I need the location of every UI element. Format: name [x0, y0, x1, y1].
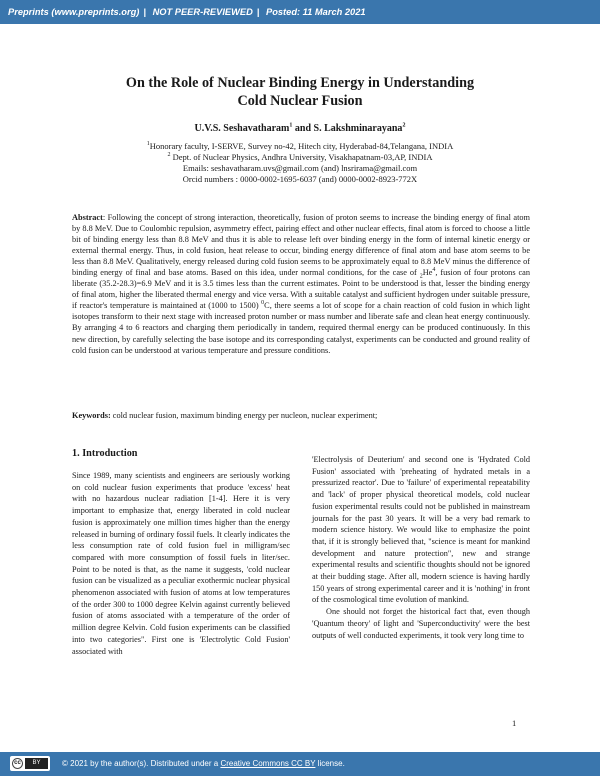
title-line-2: Cold Nuclear Fusion: [237, 93, 363, 109]
intro-paragraph-1: Since 1989, many scientists and engineers are seriously working on cold nuclear fusion experiments that produce 'excess' heat with no hazardous nuclear radiation [1-4]. Here it is very important to emphasize that, energy liberated in cold nuclear fusion is approximately one million times higher than the energy released in burning of ordinary fossil fuels. It clearly indicates the less consumption rate of cold fusion fuel in milligram/sec compared with more consumption of fossil fuels in liter/sec. Point to be noted is that, as the name it suggests, 'cold nuclear fusion can be visualized as a peculiar exothermic nuclear physical phenomenon associated with fusion of atoms at low temperatures of the order 300 to 1000 degree Kelvin against currently believed fusion of atoms associated with a temperature of the order of million degree Kelvin. Cold fusion experiments can be classified into two categories". First one is 'Electrolytic Cold Fusion' associated with: [72, 471, 290, 656]
abstract-text-2: , fusion of four protons can liberate (35.2-28.3)=6.9 MeV and it is 3.5 times less than the current estimates. Point to be understood is that, lesser the binding energy of final atom, higher the liberated thermal energy and vice versa. With a suitable catalyst and sufficient hydrogen under suitable pressure, if reactor's temperature is maintained at (1000 to 1500): [72, 268, 530, 311]
section-heading-introduction: 1. Introduction: [72, 448, 138, 459]
review-status: NOT PEER-REVIEWED: [152, 7, 253, 17]
title-line-1: On the Role of Nuclear Binding Energy in Understanding: [125, 75, 475, 91]
author-line: U.V.S. Seshavatharam$^1$ and S. Lakshminarayana$^2$: [194, 122, 406, 134]
abstract-label: Abstract: [72, 213, 103, 222]
author-2: S. Lakshminarayana: [313, 123, 403, 134]
affiliations: $^1$Honorary faculty, I-SERVE, Survey no-42, Hitech city, Hyderabad-84,Telangana, INDIA $^2$ Dept. of Nuclear Physics, Andhra University, Visakhapatnam-03,AP, INDIA Emails: seshavatharam.uvs@gmail.com (and) lnsrirama@gmail.com Orcid numbers : 0000-0002-1695-6037 (and) 0000-0002-8923-772X: [60, 141, 540, 185]
paper-title: [60, 74, 540, 110]
license-link[interactable]: Creative Commons CC BY: [220, 759, 316, 768]
abstract-text-1: : Following the concept of strong interaction, theoretically, fusion of proton seems to increase the binding energy of final atom by 8.8 MeV. Due to Coulombic repulsion, asymmetry effect, pairing effect and other nuclear effects, final atom is forced to choose a little bit of binding energy less than 8.8 MeV and thus it is able to release left over binding energy in the form of internal kinetic energy or external thermal energy. Thus, in cold fusion, heat release to occur, binding energy difference of final atom and base atom seems to be less than 8.8 MeV. Qualitatively, energy released during cold fusion seems to be approximately equal to 8.8 MeV minus the difference of binding energy of final and base atoms. Based on this idea, under normal conditions, for the case of: [72, 213, 530, 278]
orcid-numbers: Orcid numbers : 0000-0002-1695-6037 (and) 0000-0002-8923-772X: [182, 174, 418, 184]
cc-by-badge-icon: cc BY: [10, 756, 50, 771]
intro-paragraph-3: One should not forget the historical fact that, even though 'Quantum theory' of light and 'Superconductivity' were the best outputs of well conducted experiments, it took very long time to: [312, 607, 530, 640]
keywords-label: Keywords:: [72, 411, 111, 420]
license-text: © 2021 by the author(s). Distributed under a Creative Commons CC BY license.: [62, 759, 345, 768]
source-link[interactable]: Preprints (www.preprints.org): [8, 7, 140, 17]
body-column-left: [72, 470, 290, 657]
keywords: [72, 410, 530, 421]
preprint-header-bar: Preprints (www.preprints.org) | NOT PEER-REVIEWED | Posted: 11 March 2021: [0, 0, 600, 24]
page-number: 1: [512, 718, 517, 728]
author-1: U.V.S. Seshavatharam: [194, 123, 290, 134]
intro-paragraph-2: 'Electrolysis of Deuterium' and second one is 'Hydrated Cold Fusion' associated with 'preheating of hydrated metals in a pressurized reactor'. Due to 'failure' of experimental repeatability and 'lack' of proper physical theoretical models, cold nuclear fusion experimental results could not be published in mainstream journals for the past 30 years. It will be a very bad remark to modern science history. We would like to emphasize the point that, if it is strongly believed that, "science is meant for mankind development and nature protection", new and strange experimental results and scientific thoughts should not be ignored at their budding stage. After all, modern science is having hardly 150 years of strong experimental career and it is 'nothing' in front of the cosmological time evolution of mankind.: [312, 455, 530, 605]
author-separator: and: [294, 123, 312, 134]
abstract: Abstract: Following the concept of strong interaction, theoretically, fusion of proton seems to increase the binding energy of final atom by 8.8 MeV. Due to Coulombic repulsion, asymmetry effect, pairing effect and other nuclear effects, final atom is forced to choose a little bit of binding energy less than 8.8 MeV and thus it is able to release left over binding energy in the form of internal kinetic energy or external thermal energy. Thus, in cold fusion, heat release to occur, binding energy difference of final atom and base atom seems to be less than 8.8 MeV. Qualitatively, energy released during cold fusion seems to be approximately equal to 8.8 MeV minus the difference of binding energy of final and base atoms. Based on this idea, under normal conditions, for the case of $_2He^4$, fusion of four protons can liberate (35.2-28.3)=6.9 MeV and it is 3.5 times less than the current estimates. Point to be understood is that, lesser the binding energy of final atom, higher the liberated thermal energy and vice versa. With a suitable catalyst and sufficient hydrogen under suitable pressure, if reactor's temperature is maintained at (1000 to 1500) $^0$C, there seems a lot of scope for a chain reaction of cold fusion in which light isotopes transform to their next stage with increased proton number or mass number and liberate safe and clean heat energy continuously. By arranging 4 to 6 reactors and charging them periodically in tandem, required thermal energy can be produced continuously. In this new direction, by carefully selecting the base isotope and its corresponding catalyst, experiments can be conducted and ground reality of cold fusion can be understood at various temperature and pressure conditions.: [72, 213, 531, 355]
author-emails: Emails: seshavatharam.uvs@gmail.com (and) lnsrirama@gmail.com: [182, 163, 418, 173]
body-column-right: [312, 454, 530, 641]
license-footer-bar: [0, 752, 600, 776]
keywords-text: cold nuclear fusion, maximum binding energy per nucleon, nuclear experiment;: [110, 411, 378, 420]
affiliation-2: Dept. of Nuclear Physics, Andhra University, Visakhapatnam-03,AP, INDIA: [172, 152, 433, 162]
posted-date: Posted: 11 March 2021: [266, 7, 366, 17]
abstract-text-3: C, there seems a lot of scope for a chain reaction of cold fusion in which light isotopes transform to their next stage with increased proton number or mass number and liberate safe and clean heat energy continuously. By arranging 4 to 6 reactors and charging them periodically in tandem, required thermal energy can be produced continuously. In this new direction, by carefully selecting the base isotope and its corresponding catalyst, experiments can be conducted and ground reality of cold fusion can be understood at various temperature and pressure conditions.: [72, 301, 531, 355]
affiliation-1: Honorary faculty, I-SERVE, Survey no-42, Hitech city, Hyderabad-84,Telangana, INDIA: [149, 141, 454, 151]
